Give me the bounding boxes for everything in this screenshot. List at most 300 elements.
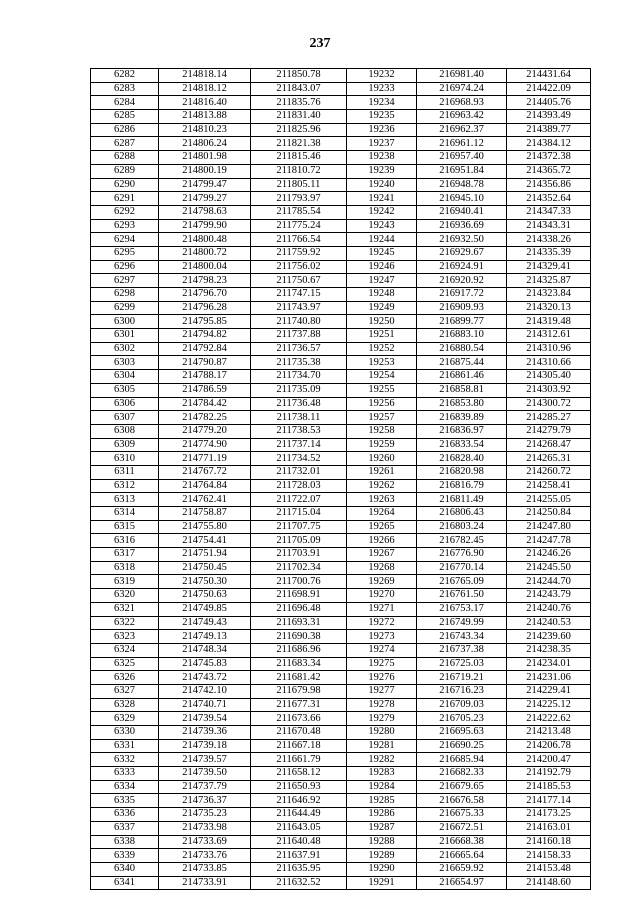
y-coordinate-cell: 211715.04 bbox=[251, 507, 347, 521]
point-id-cell: 6332 bbox=[91, 753, 159, 767]
table-row bbox=[91, 780, 591, 794]
point-id-cell: 6326 bbox=[91, 671, 159, 685]
x-coordinate-cell: 214750.45 bbox=[159, 561, 251, 575]
table-row bbox=[91, 548, 591, 562]
x-coordinate-cell: 216833.54 bbox=[417, 438, 507, 452]
x-coordinate-cell: 216719.21 bbox=[417, 671, 507, 685]
y-coordinate-cell: 211737.88 bbox=[251, 329, 347, 343]
table-row bbox=[91, 110, 591, 124]
x-coordinate-cell: 214800.72 bbox=[159, 246, 251, 260]
x-coordinate-cell: 216853.80 bbox=[417, 397, 507, 411]
y-coordinate-cell: 214303.92 bbox=[507, 383, 591, 397]
table-row bbox=[91, 192, 591, 206]
point-id-cell: 19246 bbox=[347, 260, 417, 274]
y-coordinate-cell: 211756.02 bbox=[251, 260, 347, 274]
x-coordinate-cell: 214737.79 bbox=[159, 780, 251, 794]
point-id-cell: 6338 bbox=[91, 835, 159, 849]
x-coordinate-cell: 214739.50 bbox=[159, 767, 251, 781]
y-coordinate-cell: 211677.31 bbox=[251, 698, 347, 712]
y-coordinate-cell: 214312.61 bbox=[507, 329, 591, 343]
y-coordinate-cell: 214192.79 bbox=[507, 767, 591, 781]
x-coordinate-cell: 214818.14 bbox=[159, 69, 251, 83]
x-coordinate-cell: 216883.10 bbox=[417, 329, 507, 343]
y-coordinate-cell: 211700.76 bbox=[251, 575, 347, 589]
point-id-cell: 6294 bbox=[91, 233, 159, 247]
table-row bbox=[91, 123, 591, 137]
y-coordinate-cell: 214231.06 bbox=[507, 671, 591, 685]
y-coordinate-cell: 211646.92 bbox=[251, 794, 347, 808]
x-coordinate-cell: 216858.81 bbox=[417, 383, 507, 397]
y-coordinate-cell: 214265.31 bbox=[507, 452, 591, 466]
y-coordinate-cell: 214384.12 bbox=[507, 137, 591, 151]
x-coordinate-cell: 214771.19 bbox=[159, 452, 251, 466]
x-coordinate-cell: 214758.87 bbox=[159, 507, 251, 521]
x-coordinate-cell: 216743.34 bbox=[417, 630, 507, 644]
y-coordinate-cell: 211736.48 bbox=[251, 397, 347, 411]
y-coordinate-cell: 211732.01 bbox=[251, 465, 347, 479]
point-id-cell: 19248 bbox=[347, 288, 417, 302]
x-coordinate-cell: 216782.45 bbox=[417, 534, 507, 548]
y-coordinate-cell: 214279.79 bbox=[507, 424, 591, 438]
point-id-cell: 6304 bbox=[91, 370, 159, 384]
point-id-cell: 6283 bbox=[91, 82, 159, 96]
table-row bbox=[91, 96, 591, 110]
x-coordinate-cell: 216679.65 bbox=[417, 780, 507, 794]
y-coordinate-cell: 214431.64 bbox=[507, 69, 591, 83]
y-coordinate-cell: 211679.98 bbox=[251, 684, 347, 698]
table-row bbox=[91, 602, 591, 616]
x-coordinate-cell: 216659.92 bbox=[417, 862, 507, 876]
table-row bbox=[91, 534, 591, 548]
table-row bbox=[91, 178, 591, 192]
x-coordinate-cell: 214795.85 bbox=[159, 315, 251, 329]
x-coordinate-cell: 214800.04 bbox=[159, 260, 251, 274]
x-coordinate-cell: 216668.38 bbox=[417, 835, 507, 849]
point-id-cell: 19240 bbox=[347, 178, 417, 192]
x-coordinate-cell: 216968.93 bbox=[417, 96, 507, 110]
point-id-cell: 19234 bbox=[347, 96, 417, 110]
table-row bbox=[91, 315, 591, 329]
point-id-cell: 19239 bbox=[347, 164, 417, 178]
x-coordinate-cell: 214784.42 bbox=[159, 397, 251, 411]
point-id-cell: 19289 bbox=[347, 849, 417, 863]
table-row bbox=[91, 452, 591, 466]
x-coordinate-cell: 214767.72 bbox=[159, 465, 251, 479]
point-id-cell: 19277 bbox=[347, 684, 417, 698]
x-coordinate-cell: 214742.10 bbox=[159, 684, 251, 698]
x-coordinate-cell: 216948.78 bbox=[417, 178, 507, 192]
point-id-cell: 6322 bbox=[91, 616, 159, 630]
y-coordinate-cell: 214160.18 bbox=[507, 835, 591, 849]
y-coordinate-cell: 214422.09 bbox=[507, 82, 591, 96]
point-id-cell: 19242 bbox=[347, 205, 417, 219]
coordinates-table bbox=[90, 68, 591, 890]
x-coordinate-cell: 216940.41 bbox=[417, 205, 507, 219]
point-id-cell: 19273 bbox=[347, 630, 417, 644]
x-coordinate-cell: 216676.58 bbox=[417, 794, 507, 808]
point-id-cell: 19279 bbox=[347, 712, 417, 726]
table-row bbox=[91, 808, 591, 822]
x-coordinate-cell: 214798.23 bbox=[159, 274, 251, 288]
x-coordinate-cell: 214790.87 bbox=[159, 356, 251, 370]
point-id-cell: 19272 bbox=[347, 616, 417, 630]
point-id-cell: 6286 bbox=[91, 123, 159, 137]
point-id-cell: 19233 bbox=[347, 82, 417, 96]
y-coordinate-cell: 211644.49 bbox=[251, 808, 347, 822]
table-row bbox=[91, 137, 591, 151]
point-id-cell: 6339 bbox=[91, 849, 159, 863]
x-coordinate-cell: 214801.98 bbox=[159, 151, 251, 165]
point-id-cell: 19285 bbox=[347, 794, 417, 808]
point-id-cell: 6323 bbox=[91, 630, 159, 644]
point-id-cell: 6295 bbox=[91, 246, 159, 260]
point-id-cell: 19262 bbox=[347, 479, 417, 493]
point-id-cell: 6282 bbox=[91, 69, 159, 83]
x-coordinate-cell: 216963.42 bbox=[417, 110, 507, 124]
table-row bbox=[91, 205, 591, 219]
point-id-cell: 6296 bbox=[91, 260, 159, 274]
x-coordinate-cell: 216682.33 bbox=[417, 767, 507, 781]
x-coordinate-cell: 214762.41 bbox=[159, 493, 251, 507]
y-coordinate-cell: 214319.48 bbox=[507, 315, 591, 329]
y-coordinate-cell: 214405.76 bbox=[507, 96, 591, 110]
point-id-cell: 6308 bbox=[91, 424, 159, 438]
x-coordinate-cell: 214743.72 bbox=[159, 671, 251, 685]
x-coordinate-cell: 216690.25 bbox=[417, 739, 507, 753]
table-row bbox=[91, 643, 591, 657]
table-row bbox=[91, 274, 591, 288]
point-id-cell: 6303 bbox=[91, 356, 159, 370]
table-row bbox=[91, 301, 591, 315]
y-coordinate-cell: 211743.97 bbox=[251, 301, 347, 315]
x-coordinate-cell: 216909.93 bbox=[417, 301, 507, 315]
y-coordinate-cell: 214258.41 bbox=[507, 479, 591, 493]
y-coordinate-cell: 214158.33 bbox=[507, 849, 591, 863]
x-coordinate-cell: 216929.67 bbox=[417, 246, 507, 260]
table-row bbox=[91, 835, 591, 849]
point-id-cell: 6307 bbox=[91, 411, 159, 425]
table-row bbox=[91, 397, 591, 411]
table-row bbox=[91, 739, 591, 753]
point-id-cell: 6292 bbox=[91, 205, 159, 219]
x-coordinate-cell: 214739.57 bbox=[159, 753, 251, 767]
point-id-cell: 19278 bbox=[347, 698, 417, 712]
point-id-cell: 6336 bbox=[91, 808, 159, 822]
y-coordinate-cell: 211698.91 bbox=[251, 589, 347, 603]
y-coordinate-cell: 214323.84 bbox=[507, 288, 591, 302]
x-coordinate-cell: 214782.25 bbox=[159, 411, 251, 425]
x-coordinate-cell: 216899.77 bbox=[417, 315, 507, 329]
x-coordinate-cell: 216951.84 bbox=[417, 164, 507, 178]
point-id-cell: 6285 bbox=[91, 110, 159, 124]
x-coordinate-cell: 216816.79 bbox=[417, 479, 507, 493]
y-coordinate-cell: 214153.48 bbox=[507, 862, 591, 876]
y-coordinate-cell: 211810.72 bbox=[251, 164, 347, 178]
y-coordinate-cell: 214177.14 bbox=[507, 794, 591, 808]
point-id-cell: 6293 bbox=[91, 219, 159, 233]
x-coordinate-cell: 216861.46 bbox=[417, 370, 507, 384]
x-coordinate-cell: 216936.69 bbox=[417, 219, 507, 233]
point-id-cell: 19280 bbox=[347, 726, 417, 740]
point-id-cell: 6313 bbox=[91, 493, 159, 507]
y-coordinate-cell: 211728.03 bbox=[251, 479, 347, 493]
table-row bbox=[91, 876, 591, 890]
x-coordinate-cell: 216803.24 bbox=[417, 520, 507, 534]
point-id-cell: 19254 bbox=[347, 370, 417, 384]
y-coordinate-cell: 214246.26 bbox=[507, 548, 591, 562]
y-coordinate-cell: 214260.72 bbox=[507, 465, 591, 479]
x-coordinate-cell: 214818.12 bbox=[159, 82, 251, 96]
y-coordinate-cell: 214148.60 bbox=[507, 876, 591, 890]
table-row bbox=[91, 493, 591, 507]
y-coordinate-cell: 214234.01 bbox=[507, 657, 591, 671]
point-id-cell: 6327 bbox=[91, 684, 159, 698]
y-coordinate-cell: 214335.39 bbox=[507, 246, 591, 260]
table-row bbox=[91, 616, 591, 630]
y-coordinate-cell: 211690.38 bbox=[251, 630, 347, 644]
point-id-cell: 6310 bbox=[91, 452, 159, 466]
point-id-cell: 19241 bbox=[347, 192, 417, 206]
point-id-cell: 6331 bbox=[91, 739, 159, 753]
point-id-cell: 6302 bbox=[91, 342, 159, 356]
y-coordinate-cell: 214305.40 bbox=[507, 370, 591, 384]
table-row bbox=[91, 219, 591, 233]
x-coordinate-cell: 214794.82 bbox=[159, 329, 251, 343]
x-coordinate-cell: 214750.30 bbox=[159, 575, 251, 589]
x-coordinate-cell: 214736.37 bbox=[159, 794, 251, 808]
table-row bbox=[91, 589, 591, 603]
x-coordinate-cell: 216828.40 bbox=[417, 452, 507, 466]
point-id-cell: 19275 bbox=[347, 657, 417, 671]
table-row bbox=[91, 288, 591, 302]
table-row bbox=[91, 657, 591, 671]
point-id-cell: 19259 bbox=[347, 438, 417, 452]
table-row bbox=[91, 260, 591, 274]
point-id-cell: 19256 bbox=[347, 397, 417, 411]
y-coordinate-cell: 214310.96 bbox=[507, 342, 591, 356]
x-coordinate-cell: 216981.40 bbox=[417, 69, 507, 83]
x-coordinate-cell: 216920.92 bbox=[417, 274, 507, 288]
point-id-cell: 19263 bbox=[347, 493, 417, 507]
point-id-cell: 19250 bbox=[347, 315, 417, 329]
y-coordinate-cell: 214320.13 bbox=[507, 301, 591, 315]
point-id-cell: 6341 bbox=[91, 876, 159, 890]
x-coordinate-cell: 214748.34 bbox=[159, 643, 251, 657]
x-coordinate-cell: 216945.10 bbox=[417, 192, 507, 206]
x-coordinate-cell: 216761.50 bbox=[417, 589, 507, 603]
y-coordinate-cell: 211738.11 bbox=[251, 411, 347, 425]
y-coordinate-cell: 214247.78 bbox=[507, 534, 591, 548]
x-coordinate-cell: 216875.44 bbox=[417, 356, 507, 370]
x-coordinate-cell: 216811.49 bbox=[417, 493, 507, 507]
point-id-cell: 19267 bbox=[347, 548, 417, 562]
table-row bbox=[91, 561, 591, 575]
point-id-cell: 6291 bbox=[91, 192, 159, 206]
point-id-cell: 6320 bbox=[91, 589, 159, 603]
point-id-cell: 6335 bbox=[91, 794, 159, 808]
y-coordinate-cell: 211637.91 bbox=[251, 849, 347, 863]
table-row bbox=[91, 370, 591, 384]
y-coordinate-cell: 211785.54 bbox=[251, 205, 347, 219]
x-coordinate-cell: 216839.89 bbox=[417, 411, 507, 425]
x-coordinate-cell: 216665.64 bbox=[417, 849, 507, 863]
y-coordinate-cell: 214206.78 bbox=[507, 739, 591, 753]
x-coordinate-cell: 216685.94 bbox=[417, 753, 507, 767]
y-coordinate-cell: 214245.50 bbox=[507, 561, 591, 575]
x-coordinate-cell: 214800.19 bbox=[159, 164, 251, 178]
table-row bbox=[91, 794, 591, 808]
x-coordinate-cell: 214733.69 bbox=[159, 835, 251, 849]
y-coordinate-cell: 211815.46 bbox=[251, 151, 347, 165]
x-coordinate-cell: 214799.90 bbox=[159, 219, 251, 233]
x-coordinate-cell: 216880.54 bbox=[417, 342, 507, 356]
point-id-cell: 6329 bbox=[91, 712, 159, 726]
x-coordinate-cell: 214774.90 bbox=[159, 438, 251, 452]
point-id-cell: 6298 bbox=[91, 288, 159, 302]
x-coordinate-cell: 216716.23 bbox=[417, 684, 507, 698]
x-coordinate-cell: 214750.63 bbox=[159, 589, 251, 603]
x-coordinate-cell: 216753.17 bbox=[417, 602, 507, 616]
table-row bbox=[91, 151, 591, 165]
y-coordinate-cell: 211831.40 bbox=[251, 110, 347, 124]
y-coordinate-cell: 214347.33 bbox=[507, 205, 591, 219]
y-coordinate-cell: 214285.27 bbox=[507, 411, 591, 425]
x-coordinate-cell: 214796.28 bbox=[159, 301, 251, 315]
y-coordinate-cell: 214222.62 bbox=[507, 712, 591, 726]
y-coordinate-cell: 211735.38 bbox=[251, 356, 347, 370]
y-coordinate-cell: 211696.48 bbox=[251, 602, 347, 616]
y-coordinate-cell: 214250.84 bbox=[507, 507, 591, 521]
point-id-cell: 19260 bbox=[347, 452, 417, 466]
point-id-cell: 19264 bbox=[347, 507, 417, 521]
x-coordinate-cell: 214733.76 bbox=[159, 849, 251, 863]
y-coordinate-cell: 211750.67 bbox=[251, 274, 347, 288]
table-row bbox=[91, 821, 591, 835]
table-row bbox=[91, 630, 591, 644]
y-coordinate-cell: 214338.26 bbox=[507, 233, 591, 247]
x-coordinate-cell: 214749.13 bbox=[159, 630, 251, 644]
y-coordinate-cell: 214185.53 bbox=[507, 780, 591, 794]
table-row bbox=[91, 507, 591, 521]
point-id-cell: 19252 bbox=[347, 342, 417, 356]
x-coordinate-cell: 214796.70 bbox=[159, 288, 251, 302]
table-row bbox=[91, 465, 591, 479]
page-number: 237 bbox=[309, 36, 331, 51]
y-coordinate-cell: 214393.49 bbox=[507, 110, 591, 124]
x-coordinate-cell: 214816.40 bbox=[159, 96, 251, 110]
y-coordinate-cell: 214243.79 bbox=[507, 589, 591, 603]
y-coordinate-cell: 211670.48 bbox=[251, 726, 347, 740]
x-coordinate-cell: 214745.83 bbox=[159, 657, 251, 671]
x-coordinate-cell: 214786.59 bbox=[159, 383, 251, 397]
x-coordinate-cell: 216961.12 bbox=[417, 137, 507, 151]
y-coordinate-cell: 214365.72 bbox=[507, 164, 591, 178]
point-id-cell: 19249 bbox=[347, 301, 417, 315]
x-coordinate-cell: 216974.24 bbox=[417, 82, 507, 96]
y-coordinate-cell: 214173.25 bbox=[507, 808, 591, 822]
coordinates-table-body bbox=[91, 69, 591, 890]
point-id-cell: 6309 bbox=[91, 438, 159, 452]
x-coordinate-cell: 214800.48 bbox=[159, 233, 251, 247]
point-id-cell: 19244 bbox=[347, 233, 417, 247]
x-coordinate-cell: 214733.98 bbox=[159, 821, 251, 835]
y-coordinate-cell: 214229.41 bbox=[507, 684, 591, 698]
y-coordinate-cell: 211766.54 bbox=[251, 233, 347, 247]
point-id-cell: 19291 bbox=[347, 876, 417, 890]
x-coordinate-cell: 216836.97 bbox=[417, 424, 507, 438]
y-coordinate-cell: 214239.60 bbox=[507, 630, 591, 644]
point-id-cell: 6301 bbox=[91, 329, 159, 343]
y-coordinate-cell: 211693.31 bbox=[251, 616, 347, 630]
y-coordinate-cell: 211661.79 bbox=[251, 753, 347, 767]
table-row bbox=[91, 726, 591, 740]
point-id-cell: 19245 bbox=[347, 246, 417, 260]
point-id-cell: 19266 bbox=[347, 534, 417, 548]
y-coordinate-cell: 211650.93 bbox=[251, 780, 347, 794]
point-id-cell: 6290 bbox=[91, 178, 159, 192]
x-coordinate-cell: 214755.80 bbox=[159, 520, 251, 534]
x-coordinate-cell: 214749.85 bbox=[159, 602, 251, 616]
point-id-cell: 19290 bbox=[347, 862, 417, 876]
x-coordinate-cell: 214810.23 bbox=[159, 123, 251, 137]
point-id-cell: 19287 bbox=[347, 821, 417, 835]
x-coordinate-cell: 216770.14 bbox=[417, 561, 507, 575]
y-coordinate-cell: 214372.38 bbox=[507, 151, 591, 165]
y-coordinate-cell: 214352.64 bbox=[507, 192, 591, 206]
table-row bbox=[91, 342, 591, 356]
x-coordinate-cell: 216962.37 bbox=[417, 123, 507, 137]
point-id-cell: 19265 bbox=[347, 520, 417, 534]
x-coordinate-cell: 216806.43 bbox=[417, 507, 507, 521]
x-coordinate-cell: 216749.99 bbox=[417, 616, 507, 630]
y-coordinate-cell: 211635.95 bbox=[251, 862, 347, 876]
y-coordinate-cell: 214163.01 bbox=[507, 821, 591, 835]
y-coordinate-cell: 211722.07 bbox=[251, 493, 347, 507]
x-coordinate-cell: 214733.85 bbox=[159, 862, 251, 876]
y-coordinate-cell: 211705.09 bbox=[251, 534, 347, 548]
point-id-cell: 19283 bbox=[347, 767, 417, 781]
y-coordinate-cell: 211681.42 bbox=[251, 671, 347, 685]
point-id-cell: 19282 bbox=[347, 753, 417, 767]
point-id-cell: 6324 bbox=[91, 643, 159, 657]
y-coordinate-cell: 211805.11 bbox=[251, 178, 347, 192]
y-coordinate-cell: 211686.96 bbox=[251, 643, 347, 657]
x-coordinate-cell: 214739.36 bbox=[159, 726, 251, 740]
x-coordinate-cell: 214813.88 bbox=[159, 110, 251, 124]
point-id-cell: 6300 bbox=[91, 315, 159, 329]
point-id-cell: 19261 bbox=[347, 465, 417, 479]
point-id-cell: 6321 bbox=[91, 602, 159, 616]
table-row bbox=[91, 684, 591, 698]
y-coordinate-cell: 214310.66 bbox=[507, 356, 591, 370]
point-id-cell: 6306 bbox=[91, 397, 159, 411]
y-coordinate-cell: 211759.92 bbox=[251, 246, 347, 260]
y-coordinate-cell: 211825.96 bbox=[251, 123, 347, 137]
table-row bbox=[91, 712, 591, 726]
table-row bbox=[91, 246, 591, 260]
y-coordinate-cell: 211736.57 bbox=[251, 342, 347, 356]
table-row bbox=[91, 698, 591, 712]
point-id-cell: 6317 bbox=[91, 548, 159, 562]
y-coordinate-cell: 214325.87 bbox=[507, 274, 591, 288]
point-id-cell: 6318 bbox=[91, 561, 159, 575]
y-coordinate-cell: 211738.53 bbox=[251, 424, 347, 438]
point-id-cell: 6311 bbox=[91, 465, 159, 479]
y-coordinate-cell: 211703.91 bbox=[251, 548, 347, 562]
point-id-cell: 19268 bbox=[347, 561, 417, 575]
y-coordinate-cell: 214244.70 bbox=[507, 575, 591, 589]
point-id-cell: 19243 bbox=[347, 219, 417, 233]
